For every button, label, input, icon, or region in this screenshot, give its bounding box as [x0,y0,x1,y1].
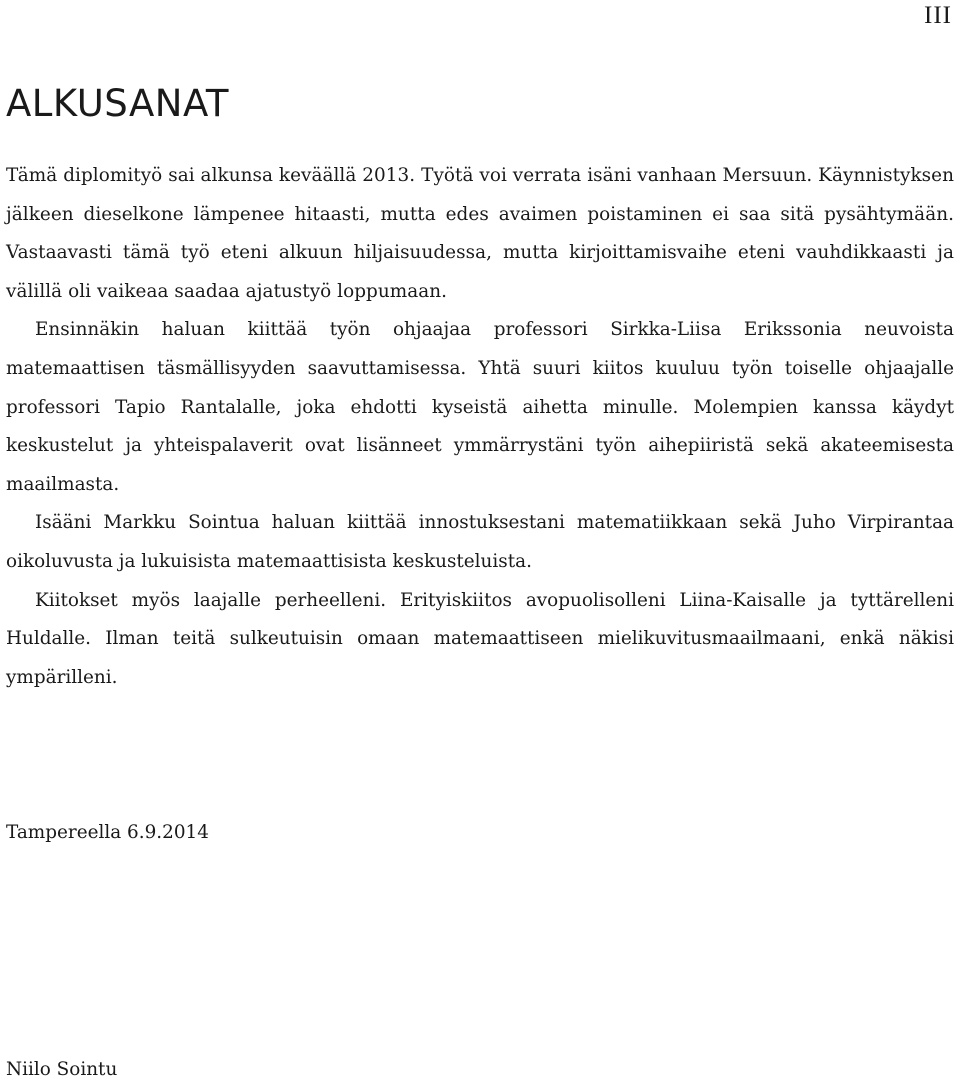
paragraph-3: Isääni Markku Sointua haluan kiittää innostuksestani matematiikkaan sekä Juho Virpirantaa oikoluvusta ja lukuisista matemaattisista keskusteluista. [6,512,954,572]
paragraph-1: Tämä diplomityö sai alkunsa keväällä 2013. Työtä voi verrata isäni vanhaan Mersuun. Käynnistyksen jälkeen dieselkone lämpenee hitaasti, mutta edes avaimen poistaminen ei saa sitä pysähtymään. Vastaavasti tämä työ eteni alkuun hiljaisuudessa, mutta kirjoittamisvaihe eteni vauhdikkaasti ja välillä oli vaikeaa saadaa ajatustyö loppumaan. [6,165,954,302]
paragraph-2: Ensinnäkin haluan kiittää työn ohjaajaa professori Sirkka-Liisa Erikssonia neuvoista matemaattisen täsmällisyyden saavuttamisessa. Yhtä suuri kiitos kuuluu työn toiselle ohjaajalle professori Tapio Rantalalle, joka ehdotti kyseistä aihetta minulle. Molempien kanssa käydyt keskustelut ja yhteispalaverit ovat lisänneet ymmärrystäni työn aihepiiristä sekä akateemisesta maailmasta. [6,319,954,495]
body-text [6,157,954,697]
author-signature: Niilo Sointu [6,1059,118,1080]
page-title: ALKUSANAT [6,82,229,125]
paragraph-4: Kiitokset myös laajalle perheelleni. Erityiskiitos avopuolisolleni Liina-Kaisalle ja tyttärelleni Huldalle. Ilman teitä sulkeutuisin omaan matemaattiseen mielikuvitusmaailmaani, enkä näkisi ympärilleni. [6,589,954,688]
page-number: III [924,2,952,29]
place-date: Tampereella 6.9.2014 [6,822,209,843]
